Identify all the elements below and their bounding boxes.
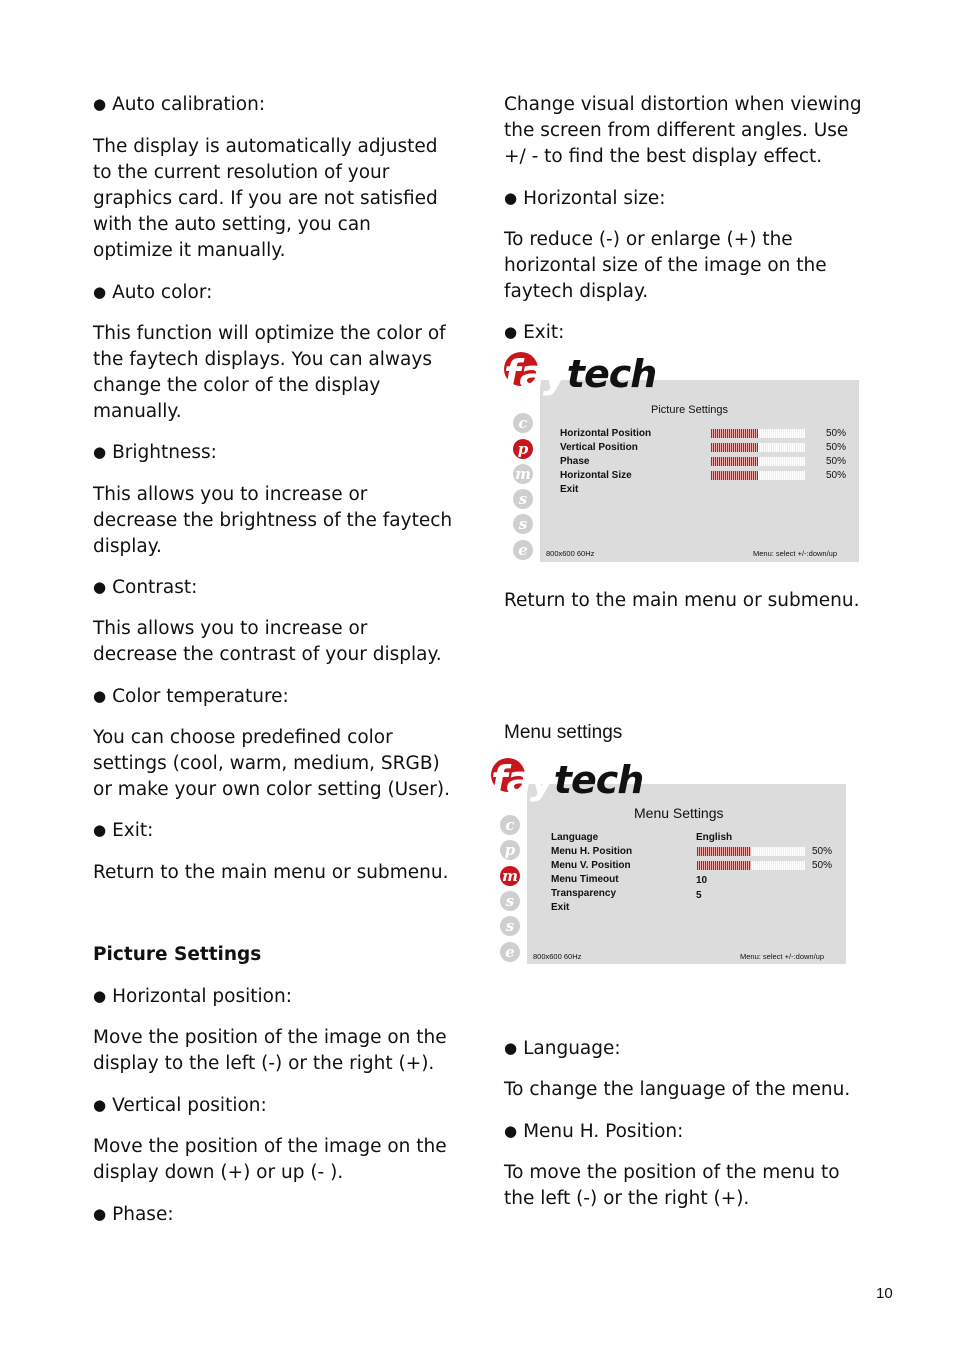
osd-row-label: Menu H. Position <box>551 846 633 857</box>
text-auto-color: This function will optimize the color of the faytech displays. You can always change the color of the display manually. <box>93 323 446 422</box>
text-language: To change the language of the menu. <box>504 1079 851 1100</box>
osd-row-label: Vertical Position <box>560 442 638 453</box>
letter-s2-icon: s <box>513 514 533 534</box>
faytech-logo: faytech <box>504 352 657 396</box>
letter-m-icon: m <box>513 464 533 484</box>
text-horizontal-size: To reduce (-) or enlarge (+) the horizontal size of the image on the faytech display. <box>504 229 827 302</box>
text-brightness: This allows you to increase or decrease the brightness of the faytech display. <box>93 484 453 557</box>
left-column <box>93 92 453 1228</box>
osd-row-label: Phase <box>560 456 590 467</box>
text-exit-right: Return to the main menu or submenu. <box>504 590 860 611</box>
letter-m-icon: m <box>500 866 520 886</box>
osd-row-label: Menu V. Position <box>551 860 631 871</box>
osd-title: Menu Settings <box>634 805 724 821</box>
letter-s-icon: s <box>500 891 520 911</box>
bullet-brightness: ● Brightness: <box>93 440 453 466</box>
osd-row-value: 50% <box>826 470 847 481</box>
osd-level-bar <box>711 457 805 466</box>
text-menu-h-position: To move the position of the menu to the left (-) or the right (+). <box>504 1162 840 1209</box>
osd-menu-settings-screenshot <box>487 752 847 967</box>
osd-level-bar <box>711 429 805 438</box>
letter-s-icon: s <box>513 489 533 509</box>
bullet-phase: ● Phase: <box>93 1202 453 1228</box>
osd-row-value: 50% <box>812 846 833 857</box>
osd-row-label: Transparency <box>551 888 617 899</box>
letter-c-icon: c <box>500 815 520 835</box>
text-auto-calibration: The display is automatically adjusted to the current resolution of your graphics card. If you are not satisfied with the auto setting, you can optimize it manually. <box>93 136 438 261</box>
bullet-language: ● Language: <box>504 1036 874 1062</box>
faytech-logo: faytech <box>491 758 644 802</box>
text-exit: Return to the main menu or submenu. <box>93 862 449 883</box>
text-phase: Change visual distortion when viewing the screen from different angles. Use +/ - to find the best display effect. <box>504 94 862 167</box>
letter-c-icon: c <box>513 413 533 433</box>
osd-row-label: Horizontal Size <box>560 470 632 481</box>
bullet-contrast: ● Contrast: <box>93 575 453 601</box>
bullet-color-temperature: ● Color temperature: <box>93 684 453 710</box>
page-number: 10 <box>876 1285 893 1302</box>
osd-language-value: English <box>696 832 733 843</box>
osd-footer-help: Menu: select +/-:down/up <box>753 549 838 558</box>
osd-row-label: Exit <box>560 484 579 495</box>
letter-e-icon: e <box>513 540 533 560</box>
osd-row-label: Horizontal Position <box>560 428 652 439</box>
bullet-auto-calibration: ● Auto calibration: <box>93 92 453 118</box>
osd-row-label: Menu Timeout <box>551 874 619 885</box>
section-heading-picture-settings: Picture Settings <box>93 944 262 965</box>
osd-level-bar <box>697 861 805 870</box>
menu-settings-title: Menu settings <box>504 722 623 743</box>
text-color-temperature: You can choose predefined color settings (cool, warm, medium, SRGB) or make your own color setting (User). <box>93 727 450 800</box>
bullet-vertical-position: ● Vertical position: <box>93 1093 453 1119</box>
osd-row-label: Language <box>551 832 599 843</box>
osd-row-label: Exit <box>551 902 570 913</box>
letter-e-icon: e <box>500 942 520 962</box>
osd-footer-resolution: 800x600 60Hz <box>546 549 595 558</box>
osd-footer-help: Menu: select +/-:down/up <box>740 952 825 961</box>
osd-level-bar <box>697 847 805 856</box>
osd-transparency-value: 5 <box>696 890 702 901</box>
right-column-bottom <box>504 1036 874 1212</box>
letter-s2-icon: s <box>500 916 520 936</box>
text-horizontal-position: Move the position of the image on the display to the left (-) or the right (+). <box>93 1027 447 1074</box>
letter-p-icon: p <box>500 840 520 860</box>
text-vertical-position: Move the position of the image on the display down (+) or up (- ). <box>93 1136 447 1183</box>
bullet-exit: ● Exit: <box>93 818 453 844</box>
text-contrast: This allows you to increase or decrease the contrast of your display. <box>93 618 442 665</box>
bullet-horizontal-size: ● Horizontal size: <box>504 186 874 212</box>
letter-p-icon: p <box>513 439 533 459</box>
bullet-menu-h-position: ● Menu H. Position: <box>504 1119 874 1145</box>
bullet-auto-color: ● Auto color: <box>93 280 453 306</box>
bullet-horizontal-position: ● Horizontal position: <box>93 984 453 1010</box>
osd-row-value: 50% <box>826 456 847 467</box>
osd-title: Picture Settings <box>651 404 729 416</box>
osd-row-value: 50% <box>826 428 847 439</box>
osd-picture-settings-screenshot <box>500 348 860 563</box>
osd-row-value: 50% <box>812 860 833 871</box>
bullet-exit-right: ● Exit: <box>504 320 874 346</box>
osd-level-bar <box>711 443 805 452</box>
osd-footer-resolution: 800x600 60Hz <box>533 952 582 961</box>
osd-row-value: 50% <box>826 442 847 453</box>
osd-timeout-value: 10 <box>696 875 708 886</box>
right-column <box>504 92 874 346</box>
osd-level-bar <box>711 471 805 480</box>
